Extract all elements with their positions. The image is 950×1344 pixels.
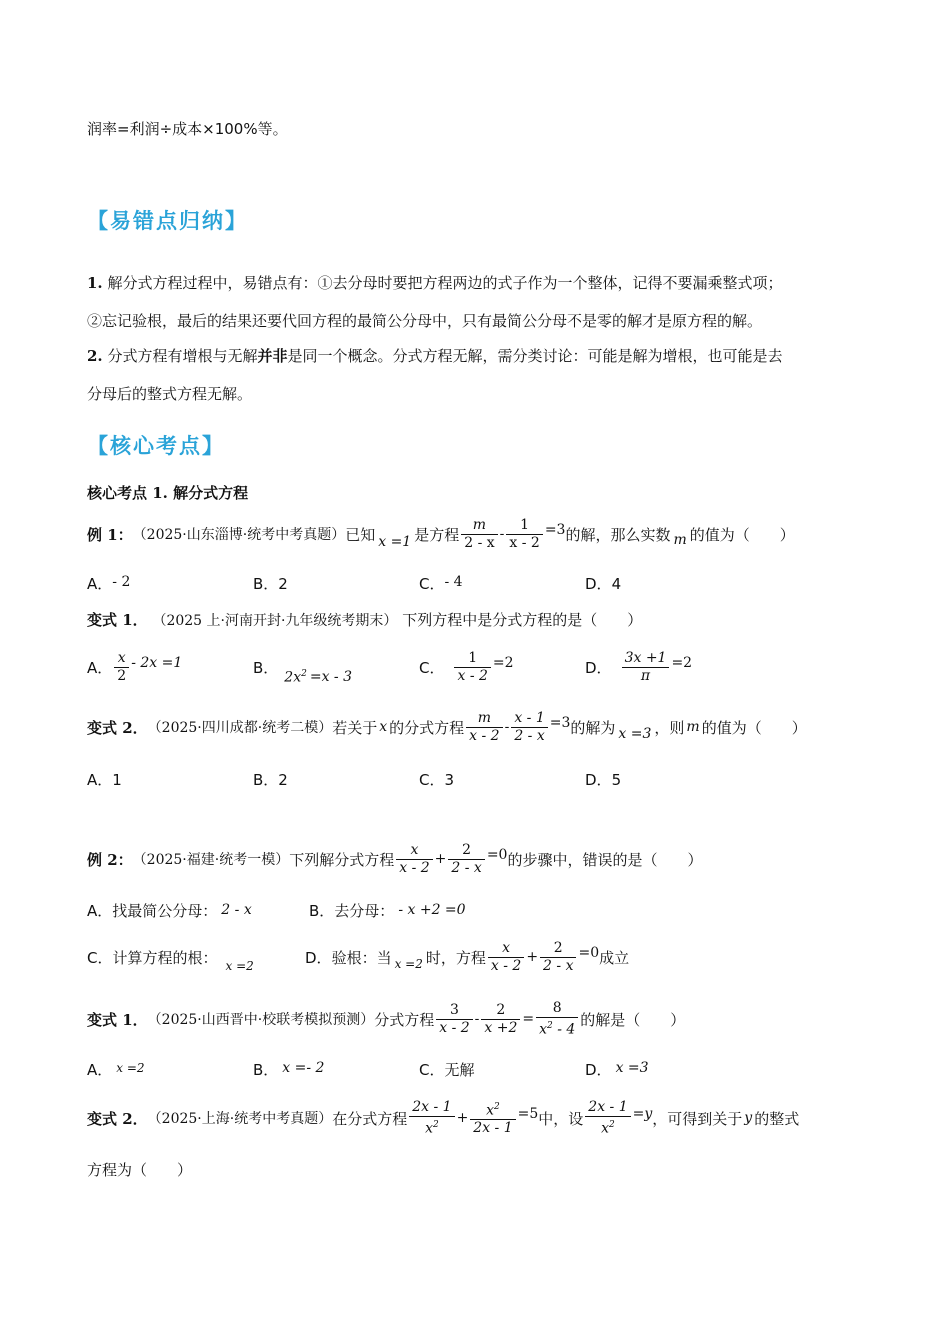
option-c[interactable] [419,769,585,790]
numerator: m [472,516,487,533]
variant-label: 变式 1． [87,611,148,629]
option-b[interactable] [253,769,419,790]
option-letter: A． [87,658,113,677]
equation-rhs: =3 [549,715,571,731]
mistake-1-line-b: ②忘记验根，最后的结果还要代回方程的最简公分母中，只有最简公分母不是零的解才是原方程的解。 [87,312,763,330]
denominator: x [539,1021,548,1038]
option-text: 找最简公分母： [112,902,218,920]
option-b[interactable] [253,573,419,594]
denominator: 2 - x [461,534,497,552]
operator: + [526,949,539,965]
exponent: 2 [547,1020,553,1031]
option-value: - 2 [112,574,131,590]
core-point-1-title: 核心考点 1. 解分式方程 [87,484,249,502]
denominator: x - 2 [488,957,524,975]
option-text: 成立 [599,948,630,967]
option-letter: C． [419,658,445,677]
math-variable: x [379,719,388,735]
variant-label: 变式 1． [87,1010,148,1029]
equation-rhs: =0 [578,945,600,961]
numerator: 2x - 1 [588,1098,628,1115]
fraction [461,517,497,552]
numerator: 8 [552,999,562,1016]
option-value: 2 [278,771,288,789]
numerator: x - 1 [514,709,545,726]
option-letter: D． [585,1061,612,1079]
fraction [114,650,129,685]
option-math: x =2 [394,957,423,971]
question-text: 的解是（ ） [580,1010,686,1029]
option-math: =2 [671,655,693,671]
denominator: x [601,1120,610,1137]
math-variable: y [744,1110,753,1126]
example-1-question [87,513,795,555]
fraction [466,710,502,745]
option-letter: A． [87,771,113,789]
denominator: 2 - x [448,859,484,877]
option-letter: B． [253,575,279,593]
option-math: 2 - x [221,902,252,918]
option-value: 3 [444,771,455,789]
option-c[interactable] [419,573,585,594]
variant-1b-options [87,1059,847,1080]
mistake-paragraph-1 [87,272,782,293]
question-source: （2025·四川成都·统考二模） [147,720,333,736]
operator: - [499,526,505,542]
option-value: 2 [278,575,288,593]
variant-2b-question [87,1096,799,1140]
denominator: 2 - x [540,957,576,975]
fraction [585,1099,630,1138]
fraction [409,1099,454,1138]
denominator: x - 2 [454,667,490,685]
option-letter: D． [585,658,612,677]
question-text: 的解为 [570,718,616,737]
variant-label: 变式 2． [87,1109,148,1128]
option-letter: A． [87,1061,113,1079]
option-value: x =- 2 [282,1060,325,1076]
question-text: 的分式方程 [389,718,465,737]
option-letter: B． [253,771,279,789]
question-text: 是方程 [414,525,460,544]
option-letter: D． [305,948,332,967]
option-math: x =2 [225,959,254,973]
math-variable: m [686,719,700,735]
option-text: 计算方程的根： [112,948,218,967]
numerator: x [410,841,419,858]
option-value: - 4 [444,574,463,590]
numerator: x [117,649,126,666]
numerator: 2 [462,841,472,858]
option-letter: A． [87,902,113,920]
option-value: x =2 [116,1061,145,1075]
option-letter: C． [419,575,445,593]
question-text: 若关于 [332,718,378,737]
option-letter: B． [253,658,279,677]
example-1-options [87,573,847,594]
question-text: ，则 [654,718,685,737]
question-text: 在分式方程 [332,1109,408,1128]
option-text: 去分母： [334,902,395,920]
exponent: 2 [609,1119,615,1130]
variant-1a-options [87,644,847,690]
numerator: 2 [496,1001,506,1018]
fraction [540,940,576,975]
fraction [511,710,547,745]
numerator: 2 [553,939,563,956]
fraction [448,842,484,877]
math-condition: x =1 [378,534,412,550]
option-math: 2x [284,669,302,686]
example-label: 例 2： [87,850,133,869]
operator: - [474,1011,480,1027]
equation-rhs: =3 [544,522,566,538]
exponent: 2 [301,668,307,679]
numerator: x [502,939,511,956]
denominator: x - 2 [436,1019,472,1037]
option-a[interactable] [87,573,253,594]
example-label: 例 1： [87,525,133,544]
operator: + [456,1110,469,1126]
question-text: 的值为（ ） [701,718,807,737]
denominator: - 4 [552,1021,576,1038]
mistake-number-2: 2. [87,347,103,365]
option-c[interactable] [419,1059,585,1080]
exponent: 2 [432,1119,439,1130]
mistake-2-line-b: 分母后的整式方程无解。 [87,385,253,403]
question-source: （2025 上·河南开封·九年级统考期末） [152,613,398,629]
denominator: π [622,667,670,685]
equals-sign: = [522,1011,535,1027]
question-source: （2025·上海·统考中考真题） [147,1111,333,1127]
option-letter: D． [585,771,612,789]
variant-label: 变式 2． [87,718,148,737]
question-text: 中，设 [538,1109,584,1128]
question-text: 的解，那么实数 [565,525,671,544]
variant-2a-question [87,705,807,749]
fraction [506,517,542,552]
fraction [481,1002,520,1037]
option-text: 验根：当 [331,948,392,967]
denominator: 2 - x [511,727,547,745]
math-variable: m [673,532,687,548]
option-text: 时，方程 [425,948,486,967]
fraction [454,650,490,685]
question-text: 的整式 [754,1109,800,1128]
numerator: 3 [449,1001,459,1018]
numerator: m [477,709,491,726]
fraction [488,940,524,975]
mistake-2-post: 是同一个概念。分式方程无解，需分类讨论：可能是解为增根，也可能是去 [287,347,783,365]
operator: - [504,719,510,735]
denominator: x - 2 [506,534,542,552]
fraction [470,1099,515,1138]
option-value: 5 [611,771,622,789]
question-text: 下列方程中是分式方程的是（ ） [402,611,643,629]
option-math: =x - 3 [309,669,353,686]
denominator: x - 2 [466,727,502,745]
example-2-option-row-2 [87,935,629,979]
intro-text: 润率=利润÷成本×100%等。 [87,120,288,138]
option-letter: C． [419,771,445,789]
option-d[interactable] [305,940,629,975]
question-text: ，可得到关于 [652,1109,743,1128]
example-2-question [87,837,702,881]
option-d[interactable] [585,769,751,790]
exponent: 2 [494,1101,500,1112]
option-d[interactable] [585,573,751,594]
option-letter: A． [87,575,113,593]
fraction [436,1002,472,1037]
example-2-option-row-1 [87,900,466,921]
option-math: =2 [492,655,514,671]
denominator: 2 [114,667,129,685]
question-text: 已知 [345,525,376,544]
option-letter: D． [585,575,612,593]
variant-1b-question [87,997,685,1041]
fraction [622,650,670,685]
option-c[interactable] [419,650,585,685]
variant-2b-question-continued: 方程为（ ） [87,1161,193,1179]
option-b[interactable] [253,657,419,686]
math-solution: x =3 [618,726,652,742]
option-a[interactable] [87,769,253,790]
denominator: x +2 [481,1019,520,1037]
question-source: （2025·山西晋中·校联考模拟预测） [147,1012,375,1028]
section-title-mistakes: 【易错点归纳】 [87,209,248,233]
option-math: - x +2 =0 [398,902,466,918]
denominator: 2x - 1 [470,1119,515,1137]
mistake-2-pre: 分式方程有增根与无解 [107,347,258,365]
fraction [536,1000,578,1039]
variant-1a-question [87,609,642,630]
denominator: x - 2 [396,859,432,877]
mistake-number-1: 1. [87,274,103,292]
option-value: 无解 [444,1061,475,1079]
option-letter: B． [309,902,335,920]
fraction [396,842,432,877]
option-value: 4 [611,575,622,593]
option-b[interactable] [253,1059,419,1080]
numerator: 2x - 1 [412,1098,452,1115]
denominator: x [425,1120,433,1137]
option-letter: C． [419,1061,445,1079]
mistake-1-line-a: 解分式方程过程中，易错点有：①去分母时要把方程两边的式子作为一个整体，记得不要漏乘整式项； [107,274,783,292]
question-source: （2025·山东淄博·统考中考真题） [132,527,346,543]
option-a[interactable] [87,900,309,921]
option-value: 1 [112,771,122,789]
numerator: 1 [520,516,530,533]
numerator: 1 [468,649,478,666]
option-a[interactable] [87,1059,253,1080]
question-source: （2025·福建·统考一模） [132,852,290,868]
option-letter: C． [87,948,113,967]
numerator: 3x +1 [624,649,667,666]
section-title-core: 【核心考点】 [87,434,225,458]
question-text: 的值为（ ） [689,525,795,544]
mistake-paragraph-2 [87,345,783,366]
question-text: 的步骤中，错误的是（ ） [507,850,703,869]
equation-rhs: =5 [517,1106,539,1122]
question-text: 下列解分式方程 [289,850,395,869]
option-d[interactable] [585,1059,751,1080]
option-letter: B． [253,1061,279,1079]
option-math: - 2x =1 [131,655,183,671]
numerator: x [486,1102,495,1119]
operator: + [434,851,447,867]
option-d[interactable] [585,650,751,685]
option-b[interactable] [309,900,466,921]
option-c[interactable] [87,947,305,973]
question-text: 分式方程 [374,1010,435,1029]
option-value: x =3 [615,1060,649,1076]
equation-rhs: =y [632,1106,653,1122]
option-a[interactable] [87,650,253,685]
mistake-2-bold: 并非 [257,347,288,365]
variant-2a-options [87,769,847,790]
equation-rhs: =0 [486,847,508,863]
